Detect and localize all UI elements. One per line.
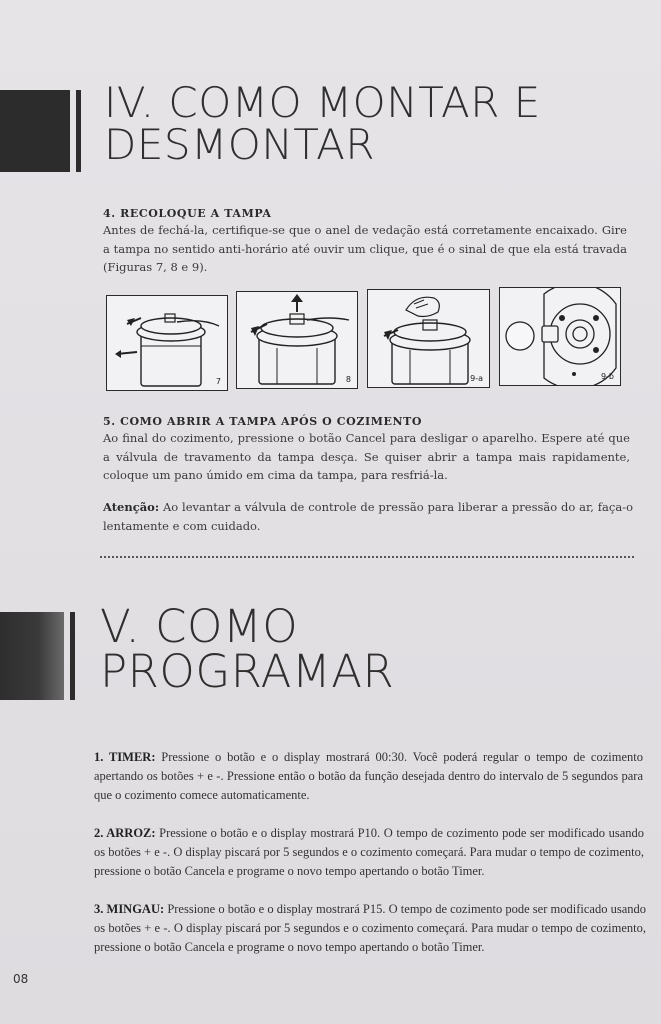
step-5-heading: 5. COMO ABRIR A TAMPA APÓS O COZIMENTO xyxy=(103,415,423,428)
section-title-line: PROGRAMAR xyxy=(100,645,395,698)
item-text: Pressione o botão e o display mostrará P15. O tempo de cozimento pode ser modificado usando os botões + e -. O display piscará por 5 segundos e o cozimento começará. Para mudar o tempo de cozimento, pressione o botão Cancela e programe o novo tempo apertando o botão Timer. xyxy=(94,902,646,954)
attention-note xyxy=(103,498,633,535)
section-title-line: IV. COMO MONTAR E xyxy=(104,78,541,127)
figure-8 xyxy=(236,291,358,389)
page-number: 08 xyxy=(13,972,29,986)
figure-7 xyxy=(106,295,228,391)
step-4-text: Antes de fechá-la, certifique-se que o anel de vedação está corretamente encaixado. Gire a tampa no sentido anti-horário até ouvir um clique, que é o sinal de que ela está travada (Figuras 7, 8 e 9). xyxy=(103,223,627,274)
section-marker-bar xyxy=(0,612,64,700)
section-marker-line xyxy=(76,90,81,172)
program-item-arroz xyxy=(94,824,644,881)
pressure-cooker-illustration xyxy=(107,296,227,390)
item-label: 1. TIMER: xyxy=(94,750,156,764)
lid-top-view-illustration xyxy=(500,288,620,385)
figure-9b xyxy=(499,287,621,386)
section-title-v xyxy=(100,600,395,698)
program-item-timer xyxy=(94,748,643,805)
program-item-mingau xyxy=(94,900,646,957)
section-title-line: V. COMO xyxy=(100,600,299,653)
figure-label: 8 xyxy=(345,375,351,384)
section-marker-bar xyxy=(0,90,70,172)
figure-label: 7 xyxy=(215,377,221,386)
item-text: Pressione o botão e o display mostrará 00:30. Você poderá regular o tempo de cozimento apertando os botões + e -. Pressione então o botão da função desejada dentro do intervalo de 5 segundos para que o cozimento comece automaticamente. xyxy=(94,750,643,802)
section-divider xyxy=(100,556,634,558)
section-marker-line xyxy=(70,612,75,700)
attention-label: Atenção: xyxy=(103,500,160,514)
attention-text: Ao levantar a válvula de controle de pressão para liberar a pressão do ar, faça-o lentamente e com cuidado. xyxy=(103,500,633,533)
figure-label: 9-a xyxy=(470,374,483,383)
pressure-cooker-illustration xyxy=(237,292,357,388)
figure-9a xyxy=(367,289,490,388)
step-4-heading: 4. RECOLOQUE A TAMPA xyxy=(103,207,272,220)
item-label: 3. MINGAU: xyxy=(94,902,165,916)
figure-label: 9-b xyxy=(600,372,614,381)
section-title-iv xyxy=(104,78,541,169)
section-title-line: DESMONTAR xyxy=(104,120,376,169)
item-text: Pressione o botão e o display mostrará P10. O tempo de cozimento pode ser modificado usando os botões + e -. O display piscará por 5 segundos e o cozimento começará. Para mudar o tempo de cozimento, pressione o botão Cancela e programe o novo tempo apertando o botão Timer. xyxy=(94,826,645,878)
step-5-text: Ao final do cozimento, pressione o botão Cancel para desligar o aparelho. Espere até que a válvula de travamento da tampa desça. Se quiser abrir a tampa mais rapidamente, coloque um pano úmido em cima da tampa, para resfriá-la. xyxy=(103,431,630,482)
pressure-cooker-illustration xyxy=(368,290,489,387)
item-label: 2. ARROZ: xyxy=(94,826,156,840)
